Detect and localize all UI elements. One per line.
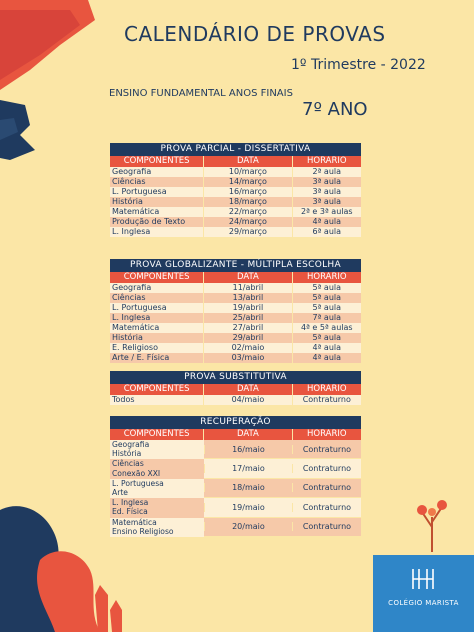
componente-cell: Produção de Texto [112, 217, 186, 226]
global-table-title: PROVA GLOBALIZANTE - MÚLTIPLA ESCOLHA [110, 259, 361, 272]
data-cell: 14/março [203, 177, 291, 187]
data-cell: 19/abril [203, 303, 291, 313]
componente-cell: L. Portuguesa [112, 303, 167, 312]
logo-emblem-icon [409, 567, 437, 593]
parcial-column-headers [110, 156, 361, 167]
table-row [110, 187, 361, 197]
data-cell: 29/março [203, 227, 291, 237]
recuperacao-column-headers [110, 429, 361, 440]
data-cell: 13/abril [203, 293, 291, 303]
horario-cell: 2ª e 3ª aulas [292, 207, 361, 217]
table-row [110, 217, 361, 227]
col-data: DATA [203, 384, 291, 395]
data-cell: 18/maio [204, 483, 292, 492]
table-row [110, 343, 361, 353]
data-cell: 20/maio [204, 522, 292, 531]
page-title: CALENDÁRIO DE PROVAS [124, 22, 386, 46]
horario-cell: 5ª aula [292, 303, 361, 313]
componente-cell: Matemática [112, 517, 157, 527]
recuperacao-group [110, 518, 361, 537]
componente-cell: Geografia [112, 440, 150, 449]
ensino-label: ENSINO FUNDAMENTAL ANOS FINAIS [109, 88, 293, 99]
componente-cell: Matemática [112, 323, 160, 332]
horario-cell: 3ª aula [292, 197, 361, 207]
logo-box [373, 555, 474, 632]
table-row [110, 333, 361, 343]
trimester-label: 1º Trimestre - 2022 [291, 57, 426, 73]
recuperacao-group [110, 498, 361, 517]
substitutiva-table [110, 371, 361, 405]
recuperacao-table [110, 416, 361, 537]
col-data: DATA [203, 429, 291, 440]
table-row [110, 177, 361, 187]
horario-cell: Contraturno [292, 483, 361, 492]
data-cell: 29/abril [203, 333, 291, 343]
componente-cell: Conexão XXI [112, 468, 161, 478]
data-cell: 19/maio [204, 503, 292, 512]
horario-cell: 5ª aula [292, 283, 361, 293]
componente-cell: L. Inglesa [112, 498, 149, 508]
componente-cell: L. Portuguesa [112, 187, 167, 196]
horario-cell: 4ª aula [292, 343, 361, 353]
data-cell: 16/março [203, 187, 291, 197]
data-cell: 11/abril [203, 283, 291, 293]
col-componentes: COMPONENTES [123, 156, 190, 166]
componente-cell: L. Portuguesa [112, 478, 164, 488]
col-componentes: COMPONENTES [123, 429, 190, 439]
componente-cell: Geografia [112, 283, 152, 292]
table-row [110, 303, 361, 313]
horario-cell: 4ª e 5ª aulas [292, 323, 361, 333]
global-column-headers [110, 272, 361, 283]
global-table [110, 259, 361, 363]
col-horario: HORÁRIO [292, 429, 361, 440]
recuperacao-group [110, 440, 361, 459]
col-horario: HORÁRIO [292, 384, 361, 395]
data-cell: 10/março [203, 167, 291, 177]
data-cell: 18/março [203, 197, 291, 207]
componente-cell: E. Religioso [112, 343, 158, 352]
data-cell: 22/março [203, 207, 291, 217]
table-row [110, 353, 361, 363]
substitutiva-rows [110, 395, 361, 405]
col-horario: HORÁRIO [292, 272, 361, 283]
data-cell: 17/maio [204, 464, 292, 473]
horario-cell: 6ª aula [292, 227, 361, 237]
componente-cell: Ciências [112, 177, 146, 186]
table-row [110, 207, 361, 217]
componente-cell: Geografia [112, 167, 152, 176]
componente-cell: História [112, 333, 143, 342]
recuperacao-rows [110, 440, 361, 537]
table-row [110, 293, 361, 303]
parcial-rows [110, 167, 361, 237]
horario-cell: Contraturno [292, 445, 361, 454]
componente-cell: História [112, 197, 143, 206]
horario-cell: Contraturno [292, 464, 361, 473]
col-data: DATA [203, 156, 291, 167]
recuperacao-table-title: RECUPERAÇÃO [110, 416, 361, 429]
horario-cell: Contraturno [292, 522, 361, 531]
recuperacao-group [110, 479, 361, 498]
parcial-table-title: PROVA PARCIAL - DISSERTATIVA [110, 143, 361, 156]
componente-cell: Arte / E. Física [112, 353, 170, 362]
ano-label: 7º ANO [302, 99, 368, 120]
data-cell: 04/maio [203, 395, 291, 405]
horario-cell: 5ª aula [292, 333, 361, 343]
horario-cell: 5ª aula [292, 293, 361, 303]
componente-cell: Arte [112, 487, 128, 497]
substitutiva-table-title: PROVA SUBSTITUTIVA [110, 371, 361, 384]
substitutiva-column-headers [110, 384, 361, 395]
col-horario: HORÁRIO [292, 156, 361, 167]
componente-cell: Matemática [112, 207, 160, 216]
global-rows [110, 283, 361, 363]
data-cell: 16/maio [204, 445, 292, 454]
tree-decoration [412, 492, 452, 552]
horario-cell: 3ª aula [292, 177, 361, 187]
componente-cell: Ensino Religioso [112, 526, 174, 536]
recuperacao-group [110, 459, 361, 478]
parcial-table [110, 143, 361, 237]
col-data: DATA [203, 272, 291, 283]
horario-cell: 4ª aula [292, 353, 361, 363]
horario-cell: 3ª aula [292, 187, 361, 197]
table-row [110, 323, 361, 333]
table-row [110, 167, 361, 177]
horario-cell: Contraturno [292, 395, 361, 405]
horario-cell: 2ª aula [292, 167, 361, 177]
data-cell: 03/maio [203, 353, 291, 363]
logo-text: COLÉGIO MARISTA [388, 599, 459, 607]
horario-cell: 7ª aula [292, 313, 361, 323]
data-cell: 02/maio [203, 343, 291, 353]
componente-cell: L. Inglesa [112, 313, 151, 322]
table-row [110, 313, 361, 323]
horario-cell: Contraturno [292, 503, 361, 512]
col-componentes: COMPONENTES [123, 384, 190, 394]
componente-cell: Ciências [112, 293, 146, 302]
horario-cell: 4ª aula [292, 217, 361, 227]
top-left-decoration [0, 0, 110, 210]
componente-cell: História [112, 449, 142, 459]
componente-cell: Todos [112, 395, 135, 404]
data-cell: 27/abril [203, 323, 291, 333]
componente-cell: Ciências [112, 459, 144, 469]
componente-cell: L. Inglesa [112, 227, 151, 236]
col-componentes: COMPONENTES [123, 272, 190, 282]
componente-cell: Ed. Física [112, 507, 148, 517]
table-row [110, 283, 361, 293]
table-row [110, 395, 361, 405]
table-row [110, 197, 361, 207]
table-row [110, 227, 361, 237]
data-cell: 24/março [203, 217, 291, 227]
data-cell: 25/abril [203, 313, 291, 323]
